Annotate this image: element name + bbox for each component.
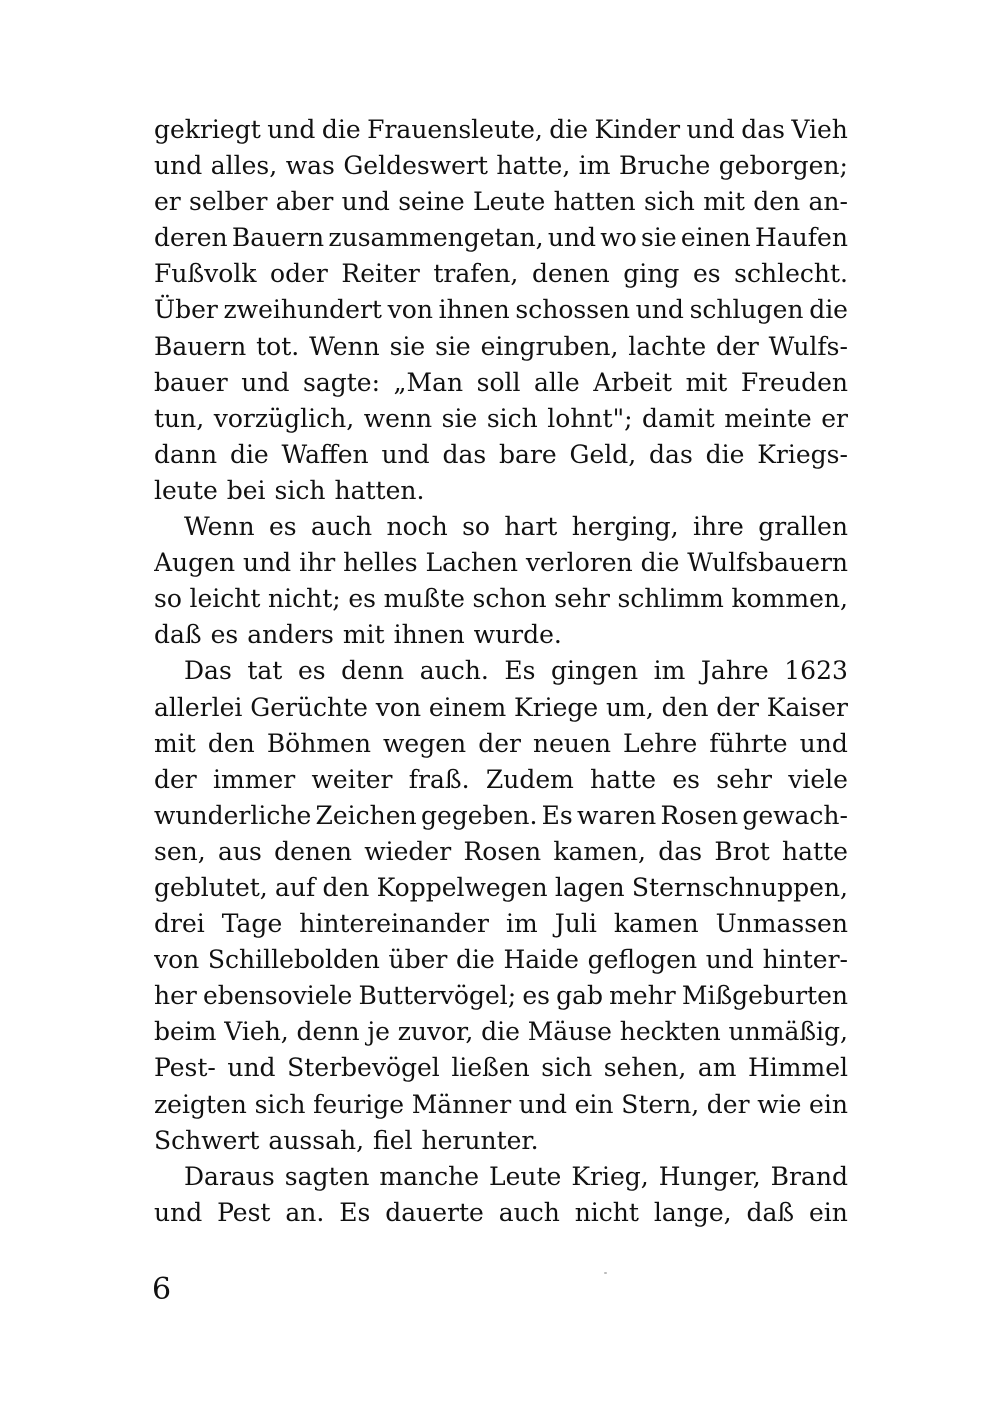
word: Pest-	[154, 1053, 216, 1083]
word: Himmel	[747, 1053, 848, 1083]
word: wieder	[364, 836, 452, 866]
word: bauer	[154, 367, 228, 397]
word: die	[229, 439, 269, 469]
word: 1623	[784, 656, 848, 686]
word: die	[321, 115, 361, 144]
text-line	[154, 726, 848, 762]
word: Es	[541, 800, 573, 830]
word: ihnen	[438, 295, 510, 325]
word: geflogen	[587, 945, 698, 975]
word: wo	[600, 223, 637, 253]
word: ein	[809, 1089, 848, 1119]
word: hart	[504, 512, 558, 542]
word: fiel	[373, 1125, 413, 1155]
word: Freuden	[740, 367, 848, 397]
word: Stern,	[621, 1089, 700, 1119]
word: sie	[641, 223, 677, 253]
word: Wulfs-	[768, 331, 848, 361]
word: schlecht.	[734, 259, 848, 289]
word: leute	[154, 475, 218, 505]
word: trafen,	[433, 259, 519, 289]
word: sich	[643, 187, 695, 217]
word: es	[522, 981, 550, 1011]
word: Brot	[714, 836, 770, 866]
word: Vieh	[791, 115, 848, 144]
text-line	[154, 473, 848, 509]
word: wurde.	[473, 620, 562, 650]
word: Mißgeburten	[681, 981, 848, 1011]
word: Sterbevögel	[287, 1053, 440, 1083]
word: bare	[499, 439, 557, 469]
word: der	[478, 728, 521, 758]
word: sich	[541, 1053, 593, 1083]
word: ihnen	[393, 620, 465, 650]
word: hatte	[590, 764, 657, 794]
word: im	[505, 909, 538, 939]
text-line	[154, 1159, 848, 1195]
word: eingruben,	[480, 331, 619, 361]
word: Zeichen	[315, 800, 417, 830]
word: mußte	[383, 584, 465, 614]
word: so	[462, 512, 490, 542]
word: Buttervögel;	[358, 981, 517, 1011]
word: es	[672, 764, 700, 794]
word: Es	[339, 1197, 371, 1227]
word: Augen	[154, 548, 236, 578]
word: einen	[680, 223, 751, 253]
word: grallen	[758, 512, 848, 542]
word: wegen	[383, 728, 467, 758]
word: den	[661, 692, 709, 722]
word: zuvor,	[397, 1017, 474, 1047]
word: Arbeit	[593, 367, 673, 397]
word: bei	[226, 475, 266, 505]
word: soll	[476, 367, 521, 397]
word: Koppelwegen	[376, 872, 548, 902]
word: und	[227, 1053, 276, 1083]
word: Frauensleute,	[367, 115, 543, 144]
word: gab	[556, 981, 604, 1011]
word: die	[705, 439, 745, 469]
text-line	[154, 329, 848, 365]
word: ging	[623, 259, 680, 289]
word: geblutet,	[154, 872, 268, 902]
word: verloren	[525, 548, 633, 578]
word: kamen	[613, 909, 699, 939]
word: gegeben.	[420, 800, 538, 830]
word: Haufen	[754, 223, 848, 253]
word: denen	[274, 836, 352, 866]
word: Geldeswert	[343, 151, 488, 181]
word: Brand	[770, 1161, 848, 1191]
text-line	[154, 1050, 848, 1086]
word: dauerte	[385, 1197, 484, 1227]
word: die	[549, 115, 589, 144]
text-line	[154, 798, 848, 834]
text-line	[154, 545, 848, 581]
word: von	[387, 295, 433, 325]
word: über	[388, 945, 448, 975]
word: was	[285, 151, 335, 181]
word: wie	[757, 1089, 802, 1119]
word: es	[269, 512, 297, 542]
word: Männer	[411, 1089, 512, 1119]
word: Leute	[489, 1161, 562, 1191]
word: Sternschnuppen,	[631, 872, 848, 902]
word: auch	[311, 512, 373, 542]
word: im	[578, 151, 611, 181]
word: Es	[504, 656, 536, 686]
word: schlugen	[689, 295, 804, 325]
word: Rosen	[660, 800, 739, 830]
text-line	[154, 509, 848, 545]
word: ein	[808, 1197, 848, 1227]
word: lohnt";	[547, 403, 633, 433]
word: vorzüglich,	[213, 403, 355, 433]
word: nicht	[574, 1197, 639, 1227]
word: und	[547, 223, 597, 253]
word: und	[267, 115, 316, 144]
word: aussah,	[268, 1125, 365, 1155]
word: Bauern	[231, 223, 325, 253]
word: um,	[606, 692, 654, 722]
word: gingen	[551, 656, 639, 686]
word: es	[348, 584, 376, 614]
word: meinte	[724, 403, 812, 433]
word: schlimm	[617, 584, 724, 614]
word: Lachen	[425, 548, 518, 578]
word: alle	[534, 367, 580, 397]
word: tot.	[256, 331, 300, 361]
word: und	[154, 151, 203, 181]
word: Böhmen	[266, 728, 371, 758]
word: ebensoviele	[203, 981, 353, 1011]
word: sich	[254, 1089, 306, 1119]
word: herunter.	[421, 1125, 539, 1155]
word: von	[375, 692, 422, 722]
word: der	[706, 1089, 750, 1119]
word: her	[154, 981, 197, 1011]
word: aber	[275, 187, 334, 217]
word: oder	[270, 259, 328, 289]
word: daß	[154, 620, 202, 650]
word: ihre	[692, 512, 744, 542]
text-line	[154, 292, 848, 328]
word: leicht	[189, 584, 261, 614]
word: sagten	[284, 1161, 370, 1191]
word: sie	[435, 331, 471, 361]
word: Krieg,	[571, 1161, 649, 1191]
word: Rosen	[463, 836, 542, 866]
word: Über	[154, 295, 218, 325]
text-line	[154, 220, 848, 256]
word: hintereinander	[299, 909, 489, 939]
word: waren	[577, 800, 657, 830]
word: mit	[685, 367, 728, 397]
text-line	[154, 1014, 848, 1050]
word: feurige	[313, 1089, 405, 1119]
word: und	[242, 548, 292, 578]
word: zusammengetan,	[328, 223, 544, 253]
word: Wenn	[184, 512, 255, 542]
word: Kaiser	[766, 692, 848, 722]
word: unmäßig,	[728, 1017, 848, 1047]
word: Kriegs-	[757, 439, 848, 469]
word: er	[821, 403, 848, 433]
word: manche	[379, 1161, 480, 1191]
word: das	[649, 439, 693, 469]
word: zweihundert	[223, 295, 382, 325]
text-line	[154, 1087, 848, 1123]
text-line	[154, 1195, 848, 1231]
word: damit	[642, 403, 715, 433]
word: allerlei	[154, 692, 243, 722]
word: herging,	[571, 512, 679, 542]
word: denen	[531, 259, 610, 289]
word: hatte,	[496, 151, 571, 181]
word: weiter	[311, 764, 393, 794]
word: alles,	[210, 151, 278, 181]
word: und	[705, 945, 754, 975]
word: Lehre	[623, 728, 698, 758]
word: Unmassen	[715, 909, 848, 939]
word: Zudem	[485, 764, 574, 794]
word: wunderliche	[154, 800, 312, 830]
word: von	[154, 945, 200, 975]
word: dann	[154, 439, 218, 469]
word: hatten	[553, 187, 636, 217]
word: er	[154, 187, 181, 217]
text-line	[154, 581, 848, 617]
word: drei	[154, 909, 205, 939]
text-line	[154, 401, 848, 437]
word: Leute	[473, 187, 546, 217]
word: und	[241, 367, 290, 397]
word: Vieh,	[224, 1017, 289, 1047]
word: auch	[498, 1197, 560, 1227]
text-line	[154, 112, 848, 148]
word: und	[341, 187, 390, 217]
text-line	[154, 653, 848, 689]
word: Reiter	[341, 259, 420, 289]
word: Mäuse	[527, 1017, 612, 1047]
word: Bruche	[618, 151, 711, 181]
word: sehen,	[603, 1053, 687, 1083]
word: noch	[386, 512, 448, 542]
word: heckten	[619, 1017, 721, 1047]
word: Pest	[217, 1197, 271, 1227]
text-line	[154, 617, 848, 653]
word: Hunger,	[658, 1161, 761, 1191]
word: Wenn	[309, 331, 380, 361]
word: es	[692, 259, 721, 289]
text-line	[154, 762, 848, 798]
word: Daraus	[184, 1161, 275, 1191]
text-line	[154, 834, 848, 870]
word: führte	[709, 728, 788, 758]
word: schon	[472, 584, 547, 614]
word: auf	[274, 872, 316, 902]
word: den	[753, 187, 801, 217]
word: tun,	[154, 403, 205, 433]
word: kamen,	[553, 836, 646, 866]
word: hinter-	[762, 945, 848, 975]
word: gekriegt	[154, 115, 261, 144]
word: im	[653, 656, 686, 686]
text-line	[154, 1123, 848, 1159]
word: wenn	[363, 403, 433, 433]
word: das	[442, 439, 487, 469]
word: sie	[389, 331, 426, 361]
word: an.	[285, 1197, 325, 1227]
word: Wulfsbauern	[687, 548, 848, 578]
word: mit	[154, 728, 196, 758]
paper-speck	[604, 1272, 607, 1274]
word: und	[381, 439, 430, 469]
word: viele	[788, 764, 848, 794]
word: beim	[154, 1017, 217, 1047]
page-number: 6	[152, 1272, 172, 1307]
word: mehr	[609, 981, 676, 1011]
text-line	[154, 690, 848, 726]
word: das	[658, 836, 703, 866]
word: hatte	[782, 836, 848, 866]
word: und	[635, 295, 684, 325]
word: hatten.	[334, 475, 425, 505]
word: Jahre	[700, 656, 769, 686]
word: die	[809, 295, 848, 325]
word: Tage	[221, 909, 283, 939]
word: neuen	[533, 728, 611, 758]
word: denn	[296, 1017, 360, 1047]
word: lachte	[628, 331, 707, 361]
word: Haide	[503, 945, 579, 975]
text-line	[154, 978, 848, 1014]
word: der	[716, 692, 759, 722]
word: Gerüchte	[250, 692, 368, 722]
word: lange,	[653, 1197, 732, 1227]
word: ließen	[451, 1053, 530, 1083]
word: selber	[189, 187, 268, 217]
word: deren	[154, 223, 228, 253]
word: und	[518, 1089, 567, 1119]
word: sehr	[554, 584, 610, 614]
word: helles	[343, 548, 418, 578]
word: Bauern	[154, 331, 247, 361]
word: das	[741, 115, 785, 144]
word: Kriege	[514, 692, 599, 722]
text-line	[154, 870, 848, 906]
word: die	[456, 945, 495, 975]
word: denn	[341, 656, 405, 686]
word: Juli	[554, 909, 597, 939]
word: tat	[247, 656, 283, 686]
word: Kinder	[594, 115, 681, 144]
word: und	[799, 728, 848, 758]
word: zeigten	[154, 1089, 247, 1119]
text-line	[154, 256, 848, 292]
word: sie	[441, 403, 478, 433]
word: ein	[574, 1089, 614, 1119]
word: der	[716, 331, 759, 361]
word: die	[640, 548, 680, 578]
word: geborgen;	[718, 151, 848, 181]
text-line	[154, 942, 848, 978]
word: sehr	[716, 764, 772, 794]
text-line	[154, 437, 848, 473]
word: kommen,	[731, 584, 848, 614]
word: den	[207, 728, 255, 758]
word: seine	[398, 187, 465, 217]
word: sich	[486, 403, 538, 433]
word: mit	[703, 187, 745, 217]
word: einem	[428, 692, 507, 722]
word: anders	[247, 620, 334, 650]
word: so	[154, 584, 182, 614]
word: mit	[342, 620, 385, 650]
word: Fußvolk	[154, 259, 257, 289]
word: der	[154, 764, 197, 794]
word: Schwert	[154, 1125, 260, 1155]
word: schossen	[515, 295, 630, 325]
word: „Man	[393, 367, 464, 397]
word: es	[210, 620, 239, 650]
word: ihr	[299, 548, 336, 578]
word: daß	[746, 1197, 795, 1227]
text-line	[154, 906, 848, 942]
word: Schillebolden	[207, 945, 380, 975]
word: je	[367, 1017, 390, 1047]
word: immer	[213, 764, 296, 794]
word: lagen	[554, 872, 625, 902]
word: Das	[184, 656, 232, 686]
word: es	[297, 656, 326, 686]
word: den	[322, 872, 370, 902]
word: und	[686, 115, 735, 144]
text-line	[154, 184, 848, 220]
word: aus	[217, 836, 262, 866]
word: sagte:	[303, 367, 381, 397]
word: sen,	[154, 836, 206, 866]
text-line	[154, 148, 848, 184]
word: auch.	[419, 656, 489, 686]
word: und	[154, 1197, 203, 1227]
word: am	[697, 1053, 737, 1083]
body-text	[154, 112, 848, 1231]
word: an-	[808, 187, 848, 217]
text-line	[154, 365, 848, 401]
word: die	[481, 1017, 520, 1047]
word: gewach-	[742, 800, 848, 830]
word: sich	[274, 475, 326, 505]
word: Waffen	[281, 439, 369, 469]
word: Geld,	[569, 439, 637, 469]
word: nicht;	[268, 584, 341, 614]
word: fraß.	[408, 764, 470, 794]
